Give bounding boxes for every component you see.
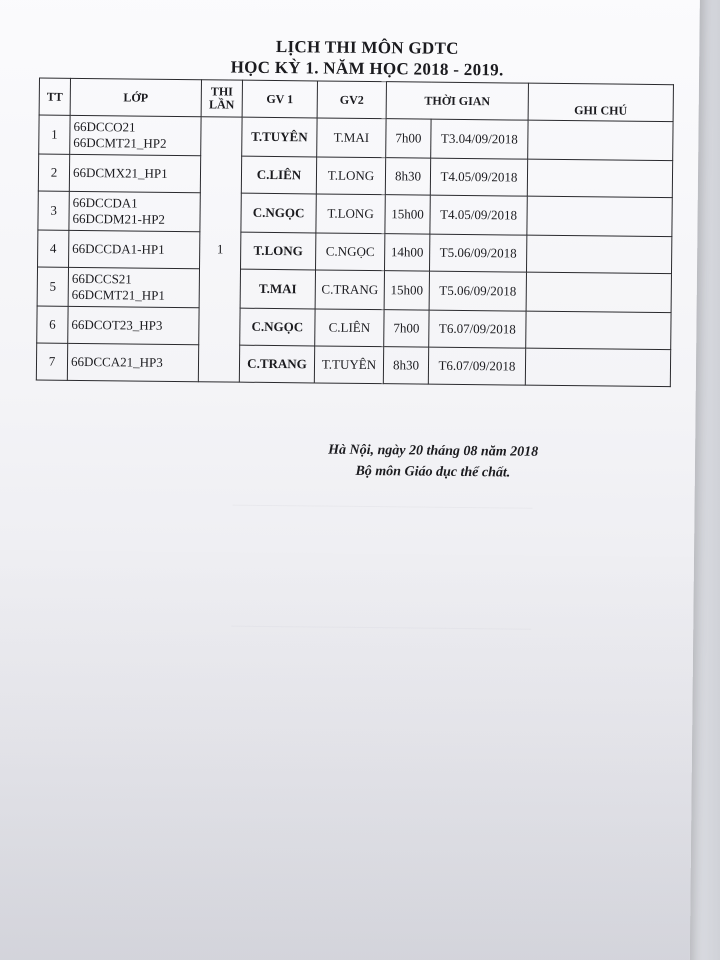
row-number: 4 (38, 230, 69, 267)
document-subtitle: HỌC KỲ 1. NĂM HỌC 2018 - 2019. (230, 57, 504, 80)
teacher-1: T.LONG (241, 232, 316, 270)
class-cell (68, 267, 199, 307)
table-row (38, 191, 672, 237)
class-code-secondary: 66DCMT21_HP1 (71, 286, 165, 303)
document-title: LỊCH THI MÔN GDTC (275, 37, 459, 58)
note-cell (526, 272, 671, 313)
exam-date: T4.05/09/2018 (430, 158, 527, 196)
class-code: 66DCCA21_HP3 (70, 353, 163, 370)
class-code-secondary: 66DCMT21_HP2 (73, 134, 167, 151)
teacher-2: C.LIÊN (315, 309, 384, 347)
exam-attempt-cell: 1 (198, 117, 242, 382)
header-thi-lan: THI LẦN (201, 80, 242, 117)
class-cell (69, 230, 200, 268)
exam-date: T3.04/09/2018 (431, 119, 528, 159)
class-code: 66DCCO21 (73, 118, 136, 135)
teacher-2: T.TUYÊN (314, 346, 383, 384)
class-code: 66DCCS21 (71, 270, 132, 287)
teacher-1: C.NGỌC (241, 193, 316, 233)
table-row (39, 115, 673, 161)
exam-date: T5.06/09/2018 (429, 271, 526, 311)
teacher-1: C.LIÊN (241, 156, 316, 194)
note-cell (527, 196, 672, 237)
teacher-1: C.TRANG (239, 345, 314, 383)
note-cell (526, 311, 671, 350)
class-cell (69, 191, 200, 231)
row-number: 7 (36, 343, 67, 380)
footer-department: Bộ môn Giáo dục thể chất. (355, 463, 511, 481)
class-code: 66DCCDA1 (72, 194, 138, 211)
row-number: 2 (38, 154, 69, 191)
class-code: 66DCOT23_HP3 (71, 316, 163, 333)
teacher-1: C.NGỌC (240, 308, 315, 346)
teacher-2: C.TRANG (315, 270, 384, 310)
exam-time: 15h00 (385, 195, 430, 234)
note-cell (525, 348, 670, 387)
teacher-2: T.MAI (317, 118, 386, 158)
exam-date: T4.05/09/2018 (430, 195, 527, 235)
header-thoi-gian: THỜI GIAN (386, 82, 528, 120)
exam-date: T5.06/09/2018 (429, 234, 526, 272)
note-cell (528, 120, 673, 161)
exam-time: 14h00 (384, 234, 429, 271)
table-row (36, 343, 670, 387)
teacher-1: T.MAI (240, 269, 315, 309)
teacher-1: T.TUYÊN (242, 117, 317, 157)
lighting-shade (0, 542, 694, 960)
teacher-2: C.NGỌC (316, 233, 385, 271)
header-tt: TT (39, 78, 70, 115)
exam-time: 8h30 (383, 347, 428, 384)
class-cell (68, 306, 199, 344)
header-ghi-chu: GHI CHÚ (528, 83, 673, 122)
class-code-secondary: 66DCDM21-HP2 (72, 210, 166, 227)
exam-schedule-table (36, 78, 674, 388)
table-row (37, 267, 671, 313)
class-cell (67, 343, 198, 381)
class-cell (69, 154, 200, 192)
header-gv1: GV 1 (242, 80, 317, 118)
class-cell (70, 115, 201, 155)
footer-date: Hà Nội, ngày 20 tháng 08 năm 2018 (328, 442, 539, 460)
row-number: 1 (39, 115, 70, 154)
class-code: 66DCCDA1-HP1 (72, 240, 165, 257)
exam-time: 8h30 (385, 158, 430, 195)
header-lop: LỚP (70, 78, 201, 116)
exam-date: T6.07/09/2018 (429, 310, 526, 348)
note-cell (526, 235, 671, 274)
header-gv2: GV2 (317, 81, 386, 119)
note-cell (527, 159, 672, 198)
exam-time: 7h00 (384, 310, 429, 347)
exam-date: T6.07/09/2018 (428, 347, 525, 385)
table-body (36, 115, 673, 387)
teacher-2: T.LONG (316, 194, 385, 234)
row-number: 5 (37, 267, 68, 306)
row-number: 3 (38, 191, 69, 230)
class-code: 66DCMX21_HP1 (72, 164, 168, 181)
row-number: 6 (37, 306, 68, 343)
exam-time: 7h00 (386, 119, 431, 158)
teacher-2: T.LONG (316, 157, 385, 195)
exam-time: 15h00 (384, 271, 429, 310)
